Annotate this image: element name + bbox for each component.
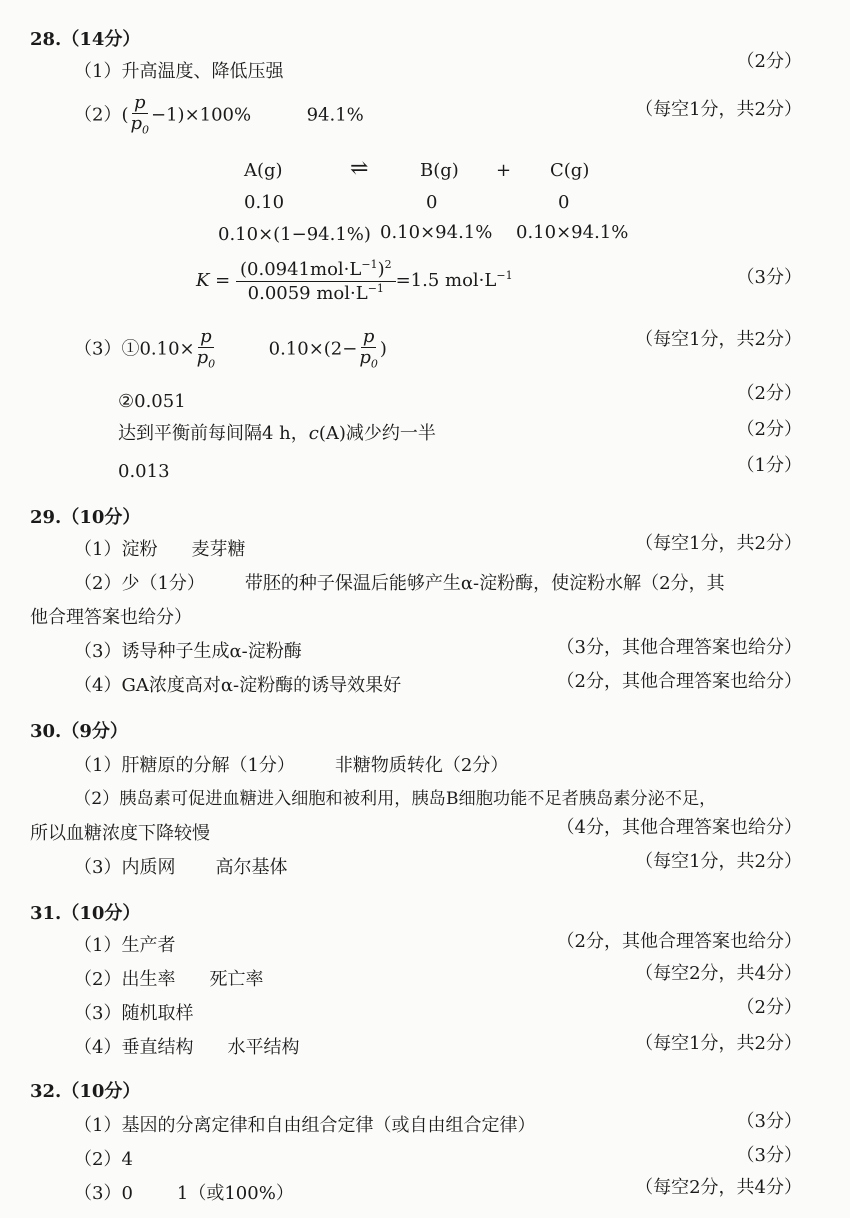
k-fraction: $(0.0941mol\cdot L^{-1})^2$ 0.0059 $mol\cdot L^{-1}$	[236, 258, 396, 304]
q28-part2: （2）( $\frac{p}{p_0}$ −1)×100% 94.1%	[74, 92, 364, 137]
p-over-p0-fraction-2: $\frac{p}{p_0}$	[196, 326, 216, 371]
q28-part3-b: ②0.051	[118, 391, 186, 412]
q28-part3-points: （每空1分，共2分）	[635, 329, 802, 350]
q32-part3-points: （每空2分，共4分）	[635, 1177, 802, 1198]
species-b: B(g)	[420, 160, 459, 181]
q30-part1: （1）肝糖原的分解（1分） 非糖物质转化（2分）	[74, 755, 509, 776]
q28-part3-c-points: （2分）	[736, 419, 802, 440]
q28-part2-value: 94.1%	[306, 104, 364, 126]
q31-part4-points: （每空1分，共2分）	[635, 1033, 802, 1054]
plus-sign: +	[496, 160, 512, 181]
q29-part3: （3）诱导种子生成α-淀粉酶	[74, 641, 302, 662]
p-over-p0-fraction: $\frac{p}{p_0}$	[130, 92, 150, 137]
q28-part1: （1）升高温度、降低压强	[74, 61, 284, 82]
q31-part3: （3）随机取样	[74, 1003, 194, 1024]
q28-part3-d-points: （1分）	[736, 455, 802, 476]
eq-a: 0.10×(1−94.1%)	[218, 224, 371, 245]
q31-part1-points: （2分，其他合理答案也给分）	[556, 931, 802, 952]
q30-header: 30.（9分）	[30, 721, 128, 742]
q30-part2: （2）胰岛素可促进血糖进入细胞和被利用，胰岛B细胞功能不足者胰岛素分泌不足，	[74, 789, 717, 809]
q30-part3-points: （每空1分，共2分）	[635, 851, 802, 872]
equilibrium-arrow: ⇌	[350, 156, 369, 181]
q31-part4: （4）垂直结构 水平结构	[74, 1037, 300, 1058]
q30-part2-points: （4分，其他合理答案也给分）	[556, 817, 802, 838]
species-c: C(g)	[550, 160, 590, 181]
q28-header: 28.（14分）	[30, 29, 141, 50]
q32-part1: （1）基因的分离定律和自由组合定律（或自由组合定律）	[74, 1115, 536, 1136]
q29-part4: （4）GA浓度高对α-淀粉酶的诱导效果好	[74, 675, 402, 696]
q29-part3-points: （3分，其他合理答案也给分）	[556, 637, 802, 658]
q29-part4-points: （2分，其他合理答案也给分）	[556, 671, 802, 692]
q29-part1: （1）淀粉 麦芽糖	[74, 539, 246, 560]
q32-header: 32.（10分）	[30, 1081, 141, 1102]
q29-part2: （2）少（1分） 带胚的种子保温后能够产生α-淀粉酶，使淀粉水解（2分，其	[74, 573, 725, 594]
equilibrium-constant: K = $(0.0941mol\cdot L^{-1})^2$ 0.0059 $mol\cdot L^{-1}$ =1.5 $mol\cdot L^{-1}$	[196, 258, 513, 304]
q31-part2-points: （每空2分，共4分）	[635, 963, 802, 984]
eq-c: 0.10×94.1%	[516, 222, 629, 243]
initial-a: 0.10	[244, 192, 285, 213]
p-over-p0-fraction-3: $\frac{p}{p_0}$	[359, 326, 378, 371]
eq-b: 0.10×94.1%	[380, 222, 493, 243]
q32-part2: （2）4	[74, 1149, 133, 1170]
q28-k-points: （3分）	[736, 267, 802, 288]
q30-part2-cont: 所以血糖浓度下降较慢	[30, 823, 210, 844]
species-a: A(g)	[244, 160, 283, 181]
q28-part3-d: 0.013	[118, 461, 170, 482]
q32-part3: （3）0 1（或100%）	[74, 1183, 294, 1204]
q28-part3-b-points: （2分）	[736, 383, 802, 404]
q32-part1-points: （3分）	[736, 1111, 802, 1132]
q31-part1: （1）生产者	[74, 935, 176, 956]
q31-part2: （2）出生率 死亡率	[74, 969, 264, 990]
q32-part2-points: （3分）	[736, 1145, 802, 1166]
q28-part3-c: 达到平衡前每间隔4 h，c(A)减少约一半	[118, 423, 436, 444]
q29-header: 29.（10分）	[30, 507, 141, 528]
q28-part2-points: （每空1分，共2分）	[635, 99, 802, 120]
initial-b: 0	[426, 192, 438, 213]
q28-part3: （3）①0.10× $\frac{p}{p_0}$ 0.10×(2− $\frac{p}{p_0}$ )	[74, 326, 387, 371]
q29-part2-cont: 他合理答案也给分）	[30, 607, 192, 628]
q31-part3-points: （2分）	[736, 997, 802, 1018]
initial-c: 0	[558, 192, 570, 213]
q31-header: 31.（10分）	[30, 903, 141, 924]
q30-part3: （3）内质网 高尔基体	[74, 857, 288, 878]
q28-part1-points: （2分）	[736, 51, 802, 72]
q29-part1-points: （每空1分，共2分）	[635, 533, 802, 554]
